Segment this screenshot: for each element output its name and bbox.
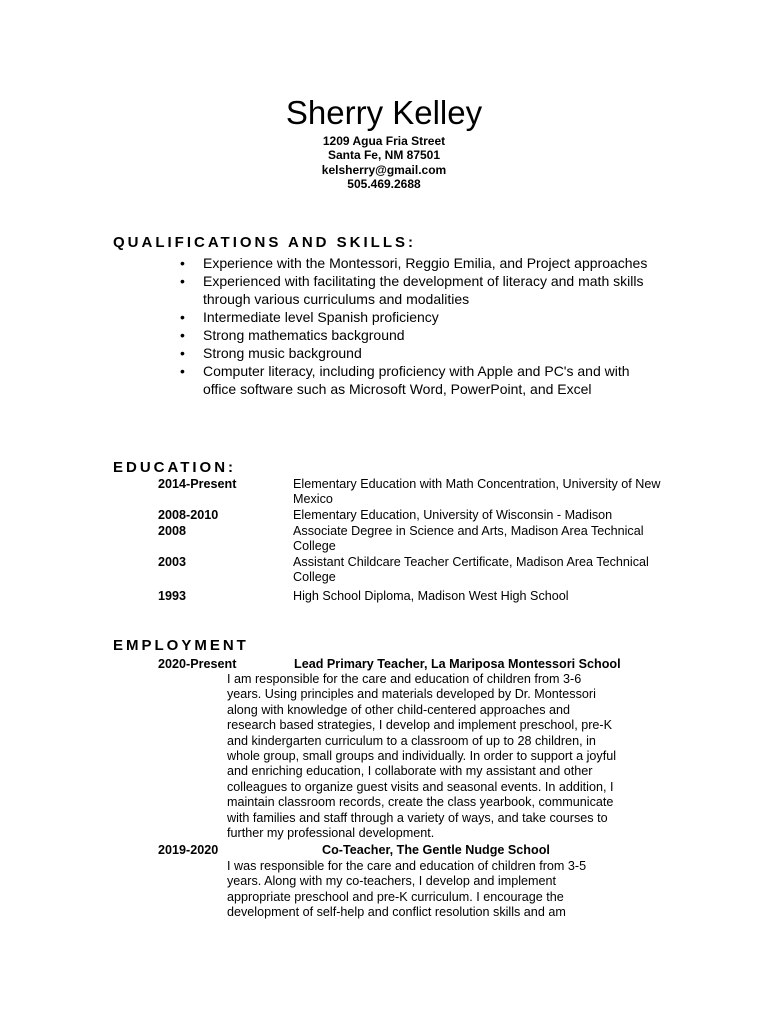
education-description: Associate Degree in Science and Arts, Madison Area Technical College xyxy=(293,524,644,554)
education-year: 2003 xyxy=(158,555,187,569)
job-description-line: research based strategies, I develop and implement preschool, pre-K xyxy=(227,718,613,733)
job-description-line: further my professional development. xyxy=(227,826,435,841)
qualifications-heading: QUALIFICATIONS AND SKILLS: xyxy=(113,234,416,251)
address-line-1: 1209 Agua Fria Street xyxy=(322,134,446,148)
address-line-2: Santa Fe, NM 87501 xyxy=(327,148,441,163)
job-description xyxy=(227,859,667,921)
job-title: Co-Teacher, The Gentle Nudge School xyxy=(322,843,550,857)
education-year: 2008-2010 xyxy=(158,508,219,522)
job-description-line: whole group, small groups and individually. In order to support a joyful xyxy=(227,749,616,764)
education-description: High School Diploma, Madison West High School xyxy=(293,589,569,603)
job-year: 2020-Present xyxy=(158,657,237,671)
candidate-name: Sherry Kelley xyxy=(285,94,483,131)
education-year: 2014-Present xyxy=(158,477,237,491)
employment-heading: EMPLOYMENT xyxy=(113,637,249,654)
education-year: 2008 xyxy=(158,524,187,538)
email: kelsherry@gmail.com xyxy=(321,162,447,177)
job-description-line: with families and staff through a variety of ways, and take courses to xyxy=(227,810,608,825)
job-description xyxy=(227,672,667,841)
job-description-line: years. Along with my co-teachers, I develop and implement xyxy=(227,874,556,889)
job-description-line: and enriching education, I collaborate with my assistant and other xyxy=(227,764,593,779)
job-description-line: years. Using principles and materials developed by Dr. Montessori xyxy=(227,687,596,702)
education-description: Elementary Education, University of Wisconsin - Madison xyxy=(293,508,613,522)
skill-item: • Intermediate level Spanish proficiency xyxy=(178,308,658,326)
job-year: 2019-2020 xyxy=(158,843,219,857)
skill-item: • Computer literacy, including proficiency with Apple and PC's and with office software such as Microsoft Word, PowerPoint, and Excel xyxy=(178,362,658,398)
job-description-line: appropriate preschool and pre-K curriculum. I encourage the xyxy=(227,889,564,904)
job-title: Lead Primary Teacher, La Mariposa Montessori School xyxy=(294,657,621,671)
skill-item: • Strong mathematics background xyxy=(178,326,658,344)
skill-item: • Experience with the Montessori, Reggio Emilia, and Project approaches xyxy=(178,254,658,272)
skill-item: • Experienced with facilitating the development of literacy and math skills through various curriculums and modalities xyxy=(178,272,658,308)
job-description-line: colleagues to organize guest visits and seasonal events. In addition, I xyxy=(227,779,614,794)
education-description: Assistant Childcare Teacher Certificate, Madison Area Technical College xyxy=(293,555,649,585)
contact-block xyxy=(0,134,768,191)
skill-item: • Strong music background xyxy=(178,344,658,362)
job-description-line: and kindergarten curriculum to a classroom of up to 28 children, in xyxy=(227,733,596,748)
education-year: 1993 xyxy=(158,589,187,603)
job-description-line: I am responsible for the care and education of children from 3-6 xyxy=(227,672,582,686)
phone: 505.469.2688 xyxy=(347,176,421,191)
job-description-line: maintain classroom records, create the class yearbook, communicate xyxy=(227,795,614,810)
skills-list xyxy=(178,254,658,398)
education-description: Elementary Education with Math Concentration, University of New Mexico xyxy=(293,477,661,507)
job-description-line: I was responsible for the care and education of children from 3-5 xyxy=(227,859,587,873)
education-heading: EDUCATION: xyxy=(113,459,237,476)
job-description-line: development of self-help and conflict resolution skills and am xyxy=(227,905,566,920)
job-description-line: along with knowledge of other child-centered approaches and xyxy=(227,702,571,717)
